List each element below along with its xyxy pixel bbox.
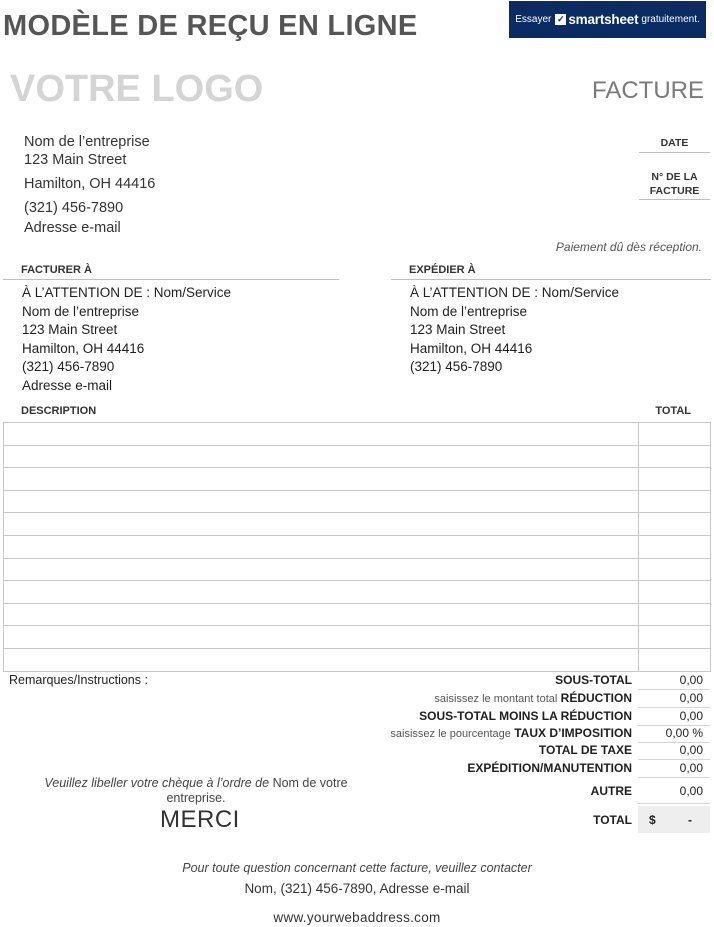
contact-line: Pour toute question concernant cette facture, veuillez contacter <box>182 861 532 875</box>
ship-to-line: Nom de l’entreprise <box>410 303 528 319</box>
items-table <box>3 422 711 672</box>
ship-to-line: 123 Main Street <box>410 322 506 338</box>
remarks-label: Remarques/Instructions : <box>9 673 148 687</box>
item-total-cell[interactable] <box>639 558 711 581</box>
item-total-cell[interactable] <box>639 513 711 536</box>
item-total-cell[interactable] <box>639 581 711 604</box>
bill-to-line: À L’ATTENTION DE : Nom/Service <box>22 285 232 300</box>
thank-you-text: MERCI <box>160 806 240 833</box>
shipping-input[interactable]: 0,00 <box>638 761 710 778</box>
discount-label: saisissez le montant total RÉDUCTION <box>434 691 632 705</box>
cheque-instructions <box>36 776 356 806</box>
tax-rate-label: saisissez le pourcentage TAUX D’IMPOSITION <box>390 726 632 740</box>
item-total-cell[interactable] <box>639 603 711 626</box>
bill-to-address <box>22 285 342 395</box>
item-total-cell[interactable] <box>639 535 711 558</box>
smartsheet-promo-button[interactable] <box>509 1 706 38</box>
other-label: AUTRE <box>590 784 632 798</box>
item-row <box>4 648 711 671</box>
item-description-cell[interactable] <box>4 490 639 513</box>
bill-to-line: Nom de l’entreprise <box>22 303 140 319</box>
grand-total-box <box>638 806 710 833</box>
payment-note: Paiement dû dès réception. <box>555 240 702 254</box>
bill-to-line: Hamilton, OH 44416 <box>22 340 145 356</box>
subtotal-label: SOUS-TOTAL <box>555 673 632 687</box>
ship-to-line: À L’ATTENTION DE : Nom/Service <box>410 285 620 300</box>
item-description-cell[interactable] <box>4 558 639 581</box>
tax-total-value: 0,00 <box>638 743 710 760</box>
bill-to-line: Adresse e-mail <box>22 378 113 393</box>
item-description-cell[interactable] <box>4 423 639 446</box>
item-total-cell[interactable] <box>639 626 711 649</box>
item-row <box>4 513 711 536</box>
item-row <box>4 468 711 491</box>
item-row <box>4 626 711 649</box>
item-total-cell[interactable] <box>639 445 711 468</box>
bill-to-line: 123 Main Street <box>22 322 118 338</box>
item-total-cell[interactable] <box>639 468 711 491</box>
item-row <box>4 581 711 604</box>
item-row <box>4 445 711 468</box>
bill-to-line: (321) 456-7890 <box>22 359 115 375</box>
ship-to-line: (321) 456-7890 <box>410 359 503 375</box>
contact-details: Nom, (321) 456-7890, Adresse e-mail <box>244 881 470 896</box>
item-description-cell[interactable] <box>4 603 639 626</box>
item-description-cell[interactable] <box>4 468 639 491</box>
date-field[interactable] <box>639 152 710 153</box>
item-row <box>4 558 711 581</box>
discount-input[interactable]: 0,00 <box>638 691 710 708</box>
smartsheet-check-icon: ✓ <box>557 14 565 24</box>
company-street: 123 Main Street <box>24 152 127 168</box>
website-link[interactable]: www.yourwebaddress.com <box>273 910 441 925</box>
ship-to-rule <box>391 279 711 280</box>
ship-to-line: Hamilton, OH 44416 <box>410 340 533 356</box>
company-phone: (321) 456-7890 <box>24 200 124 216</box>
item-row <box>4 603 711 626</box>
logo-placeholder: VOTRE LOGO <box>10 68 264 110</box>
description-header: DESCRIPTION <box>21 405 97 417</box>
other-input[interactable]: 0,00 <box>638 784 710 804</box>
subtotal-value: 0,00 <box>638 673 710 690</box>
document-type-title: FACTURE <box>591 77 704 104</box>
company-block <box>24 134 324 244</box>
bill-to-rule <box>3 279 339 280</box>
item-description-cell[interactable] <box>4 445 639 468</box>
item-total-cell[interactable] <box>639 648 711 671</box>
date-label: DATE <box>660 137 689 149</box>
invoice-number-field[interactable] <box>639 199 710 200</box>
item-description-cell[interactable] <box>4 648 639 671</box>
company-name: Nom de l’entreprise <box>24 134 150 150</box>
cheque-prefix: Veuillez libeller votre chèque à l’ordre de <box>44 776 270 790</box>
subtotal-less-discount-label: SOUS-TOTAL MOINS LA RÉDUCTION <box>419 709 632 723</box>
item-description-cell[interactable] <box>4 581 639 604</box>
grand-total-value: - <box>688 813 692 827</box>
ship-to-address <box>410 285 710 385</box>
page-title: MODÈLE DE REÇU EN LIGNE <box>3 10 418 42</box>
cheque-payee: Nom de votre entreprise. <box>166 776 348 805</box>
item-row <box>4 535 711 558</box>
bill-to-heading: FACTURER À <box>21 264 92 276</box>
subtotal-less-discount-value: 0,00 <box>638 709 710 726</box>
tax-total-label: TOTAL DE TAXE <box>538 743 632 757</box>
promo-suffix: gratuitement. <box>641 14 700 25</box>
item-description-cell[interactable] <box>4 513 639 536</box>
item-description-cell[interactable] <box>4 535 639 558</box>
shipping-label: EXPÉDITION/MANUTENTION <box>467 761 632 775</box>
grand-total-label: TOTAL <box>593 813 632 827</box>
grand-total-currency: $ <box>649 813 656 827</box>
item-row <box>4 423 711 446</box>
promo-brand: smartsheet <box>568 12 639 27</box>
invoice-number-label-line2: FACTURE <box>649 185 700 197</box>
item-row <box>4 490 711 513</box>
ship-to-heading: EXPÉDIER À <box>409 264 476 276</box>
total-header: TOTAL <box>655 405 691 417</box>
invoice-number-label-line1: N° DE LA <box>651 171 698 183</box>
company-city: Hamilton, OH 44416 <box>24 176 156 192</box>
item-total-cell[interactable] <box>639 423 711 446</box>
company-email: Adresse e-mail <box>24 220 121 236</box>
tax-rate-input[interactable]: 0,00 % <box>638 726 710 743</box>
item-total-cell[interactable] <box>639 490 711 513</box>
item-description-cell[interactable] <box>4 626 639 649</box>
promo-prefix: Essayer <box>515 14 552 25</box>
